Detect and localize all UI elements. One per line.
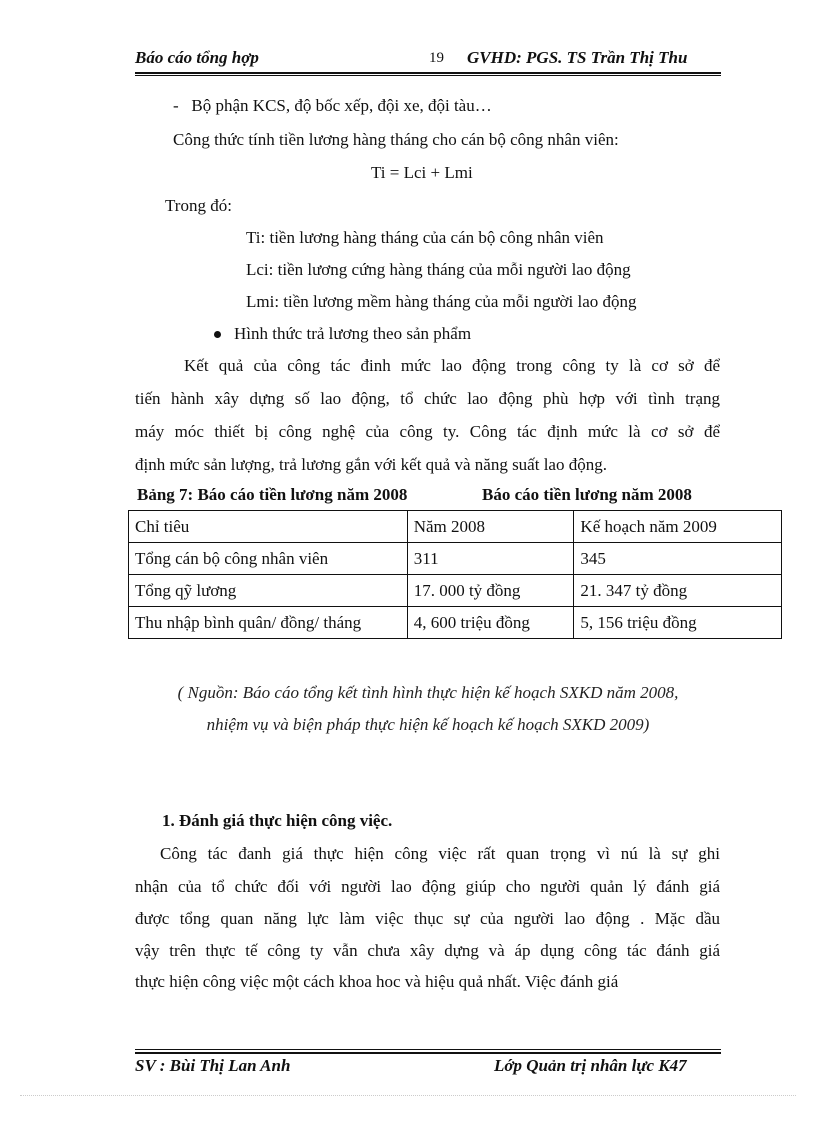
source-note-2: nhiệm vụ và biện pháp thực hiện kế hoạch kế hoạch SXKD 2009) <box>206 715 650 734</box>
dash-item: - Bộ phận KCS, độ bốc xếp, đội xe, đội tàu… <box>173 96 492 115</box>
table-cell: 21. 347 tỷ đồng <box>574 575 782 607</box>
header-rule <box>135 72 721 74</box>
table-row <box>129 575 782 607</box>
footer-rule <box>135 1052 721 1054</box>
table-header-row <box>129 511 782 543</box>
table-row <box>129 607 782 639</box>
table-cell: Thu nhập bình quân/ đồng/ tháng <box>129 607 408 639</box>
header-rule-thin <box>135 75 721 76</box>
table-header-cell: Chỉ tiêu <box>129 511 408 543</box>
section-paragraph-line: Công tác đanh giá thực hiện công việc rất quan trọng vì nú là sự ghi <box>160 844 720 863</box>
table-cell: 4, 600 triệu đồng <box>407 607 574 639</box>
table-cell: 311 <box>407 543 574 575</box>
table-cell: Tổng qỹ lương <box>129 575 408 607</box>
table-caption: Bảng 7: Báo cáo tiền lương năm 2008 <box>137 485 408 504</box>
page-number: 19 <box>429 50 444 66</box>
table-cell: Tổng cán bộ công nhân viên <box>129 543 408 575</box>
table-row <box>129 543 782 575</box>
footer-rule-thin <box>135 1049 721 1050</box>
section-heading: 1. Đánh giá thực hiện công việc. <box>162 811 393 830</box>
bullet-icon <box>214 331 221 338</box>
paragraph-line: tiến hành xây dựng số lao động, tổ chức lao động phù hợp với tình trạng <box>135 389 720 408</box>
section-paragraph-line: được tổng quan năng lực làm việc thục sự của người lao động . Mặc dầu <box>135 909 720 928</box>
formula: Ti = Lci + Lmi <box>371 163 473 182</box>
definition-lmi: Lmi: tiền lương mềm hàng tháng của mỗi người lao động <box>246 292 637 311</box>
table-cell: 17. 000 tỷ đồng <box>407 575 574 607</box>
source-note: ( Nguồn: Báo cáo tổng kết tình hình thực hiện kế hoạch SXKD năm 2008, <box>177 683 679 702</box>
section-paragraph-line: thực hiện công việc một cách khoa hoc và hiệu quả nhất. Việc đánh giá <box>135 972 619 991</box>
section-paragraph-line: nhận của tổ chức đối với người lao động giúp cho người quản lý đánh giá <box>135 877 720 896</box>
formula-intro: Công thức tính tiền lương hàng tháng cho cán bộ công nhân viên: <box>173 130 619 149</box>
paragraph-line: Kết quả của công tác đinh mức lao động trong công ty là cơ sở để <box>184 356 720 375</box>
table-caption-right: Báo cáo tiền lương năm 2008 <box>482 485 692 504</box>
header-left: Báo cáo tổng hợp <box>135 48 259 67</box>
table-cell: 5, 156 triệu đồng <box>574 607 782 639</box>
definition-lci: Lci: tiền lương cứng hàng tháng của mỗi người lao động <box>246 260 631 279</box>
section-paragraph-line: vậy trên thực tế công ty vẫn chưa xây dựng và áp dụng công tác đánh giá <box>135 941 720 960</box>
paragraph-line: định mức sản lượng, trả lương gắn với kết quả và năng suất lao động. <box>135 455 607 474</box>
footer-right: Lớp Quản trị nhân lực K47 <box>494 1056 687 1075</box>
table-cell: 345 <box>574 543 782 575</box>
header-right: GVHD: PGS. TS Trần Thị Thu <box>467 48 688 67</box>
footer-left: SV : Bùi Thị Lan Anh <box>135 1056 291 1075</box>
table-header-cell: Năm 2008 <box>407 511 574 543</box>
table-header-cell: Kế hoạch năm 2009 <box>574 511 782 543</box>
page-edge <box>20 1095 796 1096</box>
definition-ti: Ti: tiền lương hàng tháng của cán bộ công nhân viên <box>246 228 604 247</box>
salary-table <box>128 510 782 639</box>
where-label: Trong đó: <box>165 196 232 215</box>
bullet-text: Hình thức trả lương theo sản phẩm <box>234 324 472 343</box>
paragraph-line: máy móc thiết bị công nghệ của công ty. Công tác định mức là cơ sở để <box>135 422 720 441</box>
